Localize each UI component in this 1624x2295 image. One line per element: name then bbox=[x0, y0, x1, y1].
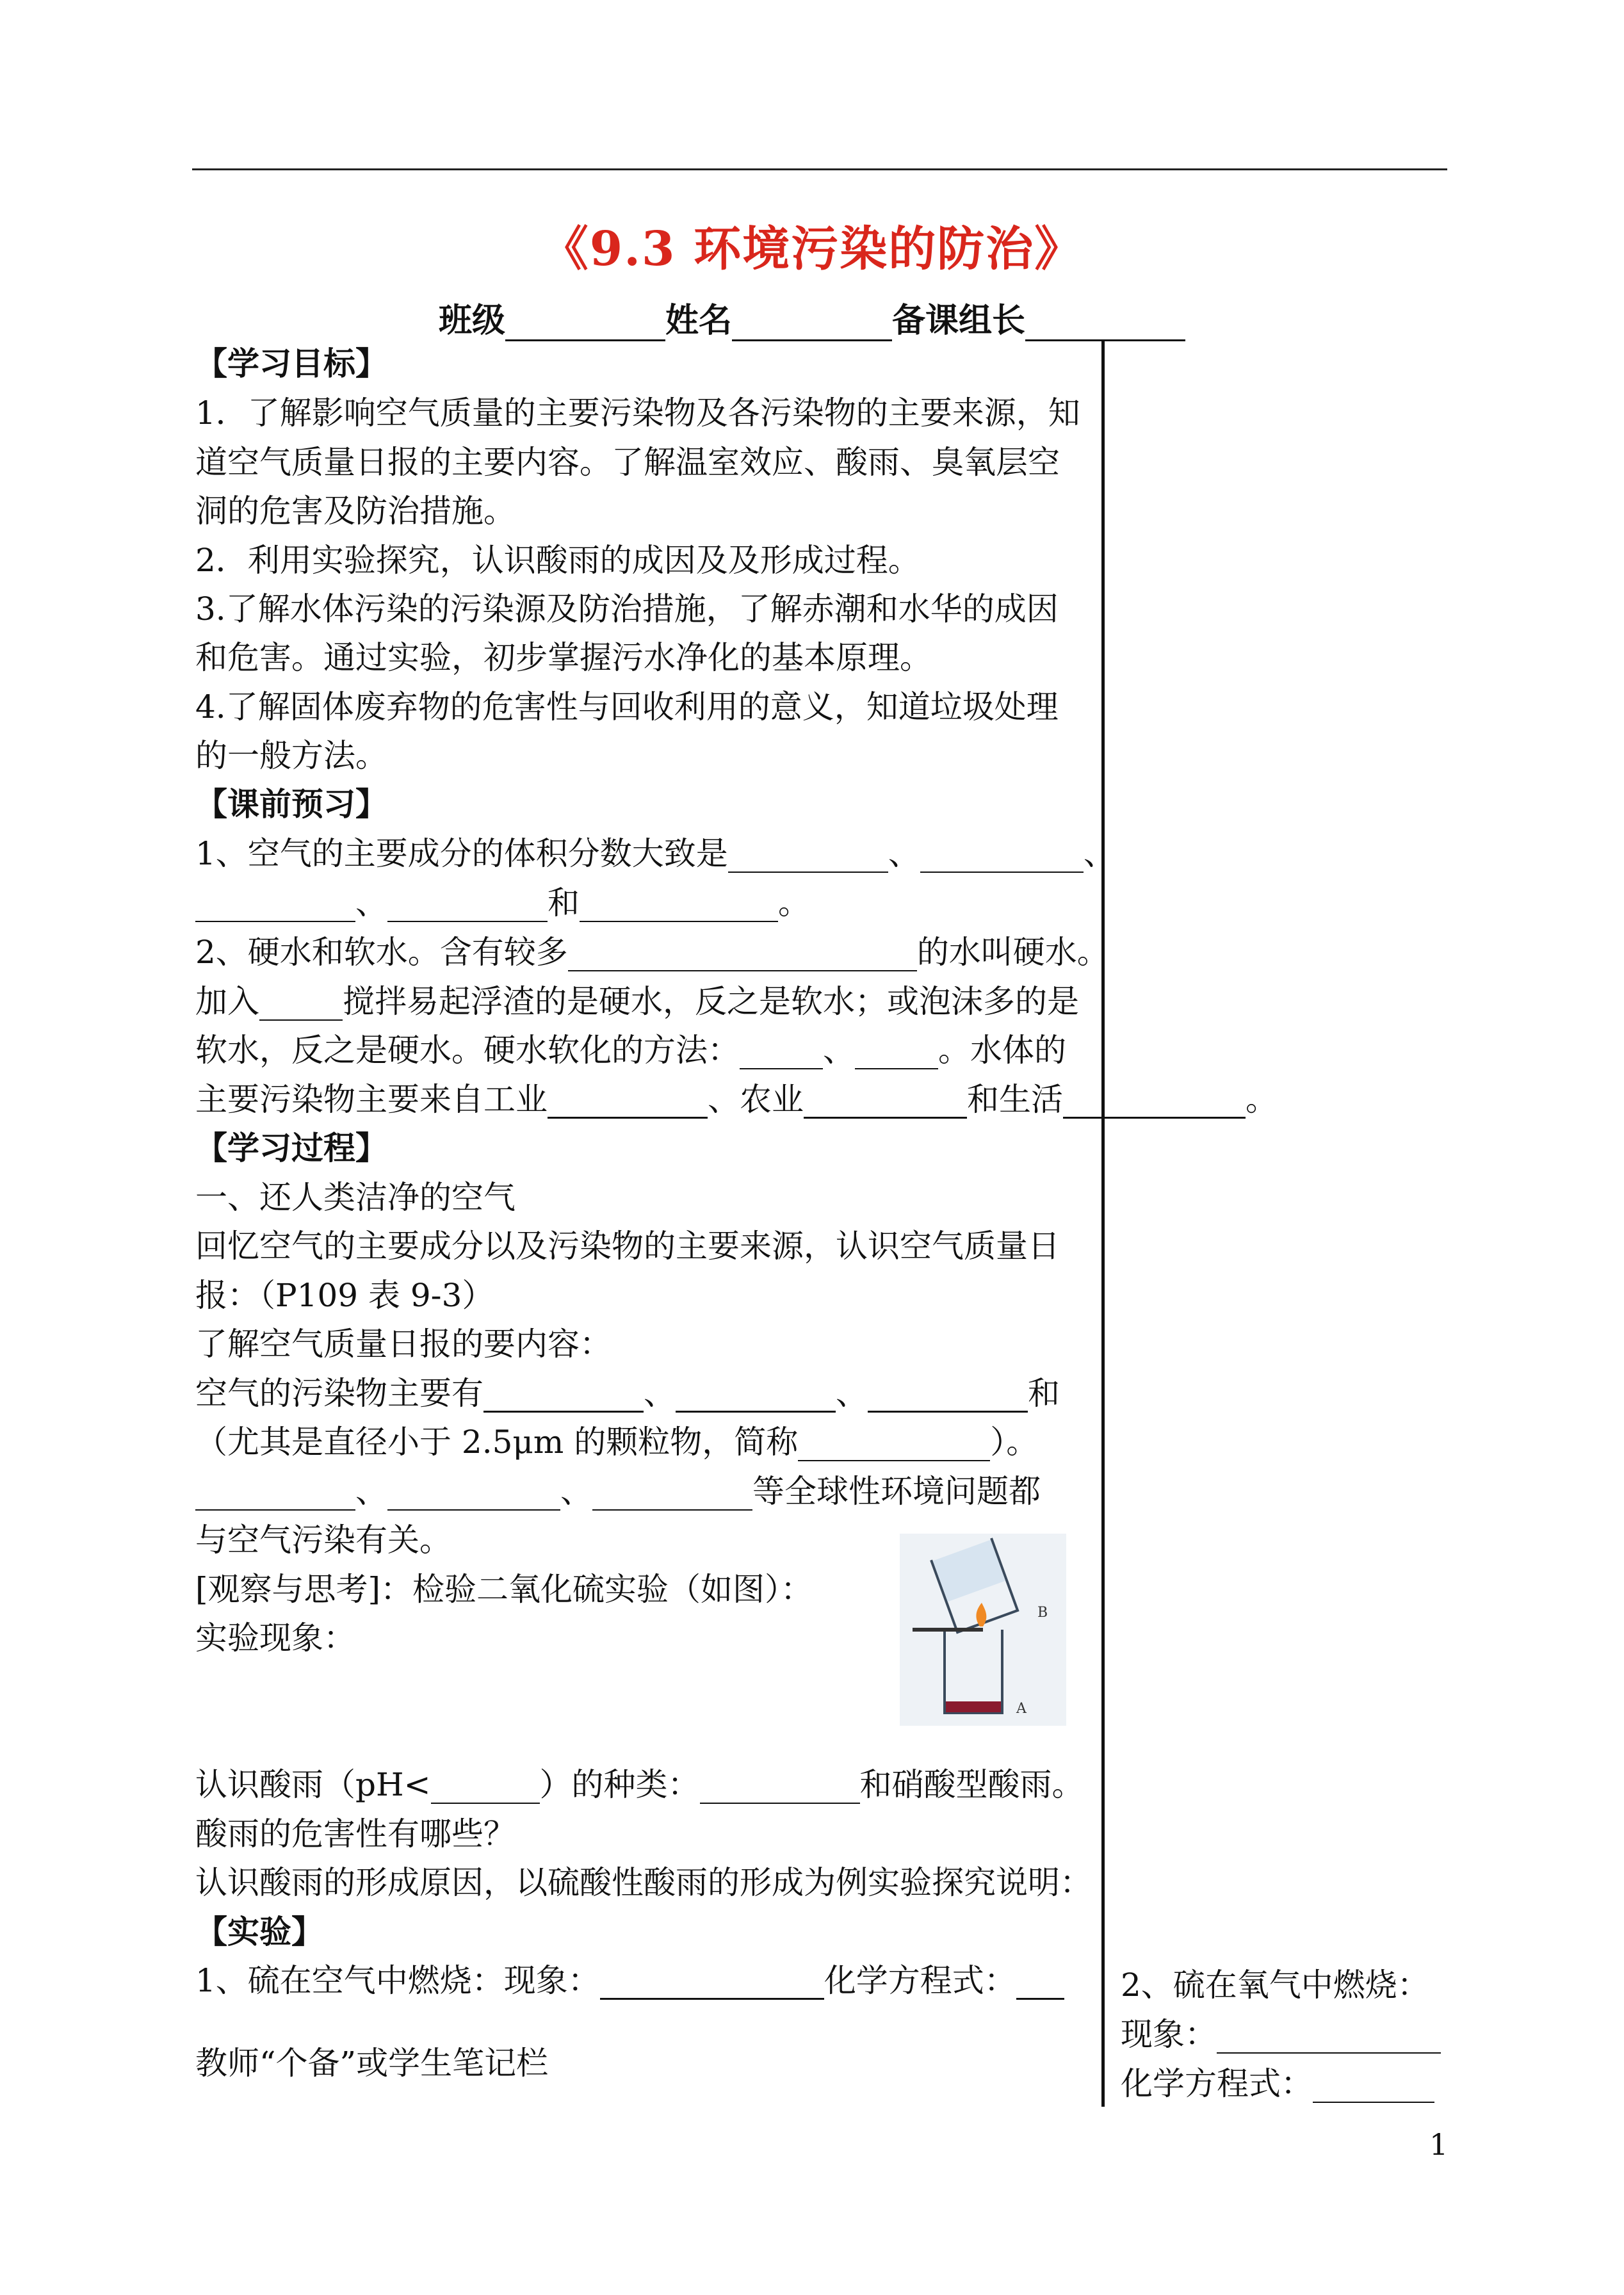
so2-experiment-figure bbox=[900, 1534, 1066, 1726]
process-heading: 【学习过程】 bbox=[195, 1129, 387, 1167]
notes-column-divider bbox=[1101, 339, 1105, 2107]
experiment-2: 2、硫在氧气中燃烧： bbox=[1121, 1967, 1429, 2004]
answer-blank[interactable] bbox=[600, 1968, 824, 2000]
experiment-2-equation: 化学方程式： bbox=[1121, 2064, 1434, 2103]
process-line: 了解空气质量日报的要内容： bbox=[195, 1326, 612, 1363]
name-label: 姓名 bbox=[665, 301, 732, 340]
figure-label-a: A bbox=[1016, 1701, 1027, 1717]
answer-blank[interactable] bbox=[580, 891, 778, 922]
goal-line: 3.了解水体污染的污染源及防治措施，了解赤潮和水华的成因 bbox=[195, 590, 1059, 628]
process-line: 空气的污染物主要有 、 、 和 bbox=[195, 1375, 1060, 1412]
answer-blank[interactable] bbox=[676, 1381, 836, 1413]
answer-blank[interactable] bbox=[868, 1381, 1028, 1413]
goal-line: 4.了解固体废弃物的危害性与回收利用的意义，知道垃圾处理 bbox=[195, 688, 1059, 726]
answer-blank[interactable] bbox=[387, 891, 548, 922]
preview-q2: 2、硬水和软水。含有较多 的水叫硬水。 bbox=[195, 934, 1109, 971]
answer-blank[interactable] bbox=[700, 1773, 860, 1804]
answer-blank[interactable] bbox=[1016, 1968, 1064, 2000]
answer-blank[interactable] bbox=[1063, 1087, 1246, 1119]
page-number: 1 bbox=[1429, 2127, 1449, 2162]
notes-label: 教师“个备”或学生笔记栏 bbox=[195, 2045, 549, 2082]
leader-label: 备课组长 bbox=[892, 301, 1026, 340]
experiment-2-phenomenon: 现象： bbox=[1121, 2015, 1441, 2054]
header-fields bbox=[0, 293, 1624, 341]
process-line: 实验现象： bbox=[195, 1619, 355, 1657]
answer-blank[interactable] bbox=[568, 941, 917, 971]
answer-blank[interactable] bbox=[804, 1087, 967, 1119]
header-rule bbox=[192, 168, 1447, 170]
experiment-1: 1、硫在空气中燃烧：现象： 化学方程式： bbox=[195, 1961, 1064, 2000]
process-line: 回忆空气的主要成分以及污染物的主要来源，认识空气质量日 bbox=[195, 1228, 1060, 1265]
class-blank[interactable] bbox=[505, 309, 665, 341]
goal-line: 1．了解影响空气质量的主要污染物及各污染物的主要来源，知 bbox=[195, 394, 1080, 432]
answer-blank[interactable] bbox=[592, 1480, 752, 1511]
answer-blank[interactable] bbox=[387, 1480, 560, 1511]
process-line: 报：（P109 表 9-3） bbox=[195, 1277, 494, 1314]
preview-q2-line3: 软水，反之是硬水。硬水软化的方法： 、 。水体的 bbox=[195, 1032, 1066, 1069]
process-line: 酸雨的危害性有哪些？ bbox=[195, 1815, 516, 1853]
goal-line: 道空气质量日报的主要内容。了解温室效应、酸雨、臭氧层空 bbox=[195, 444, 1060, 481]
answer-blank[interactable] bbox=[855, 1039, 938, 1069]
preview-q1-cont: 、 和 。 bbox=[195, 884, 810, 922]
answer-blank[interactable] bbox=[431, 1773, 540, 1804]
process-line: 、 、 等全球性环境问题都 bbox=[195, 1472, 1041, 1511]
class-label: 班级 bbox=[438, 301, 505, 340]
name-blank[interactable] bbox=[732, 309, 892, 341]
process-line: [观察与思考]：检验二氧化硫实验（如图）： bbox=[195, 1571, 813, 1608]
answer-blank[interactable] bbox=[728, 842, 888, 873]
experiment-heading: 【实验】 bbox=[195, 1913, 323, 1950]
answer-blank[interactable] bbox=[1313, 2072, 1434, 2103]
figure-label-b: B bbox=[1037, 1605, 1048, 1621]
process-line: 一、还人类洁净的空气 bbox=[195, 1179, 516, 1216]
goal-line: 和危害。通过实验，初步掌握污水净化的基本原理。 bbox=[195, 639, 932, 676]
answer-blank[interactable] bbox=[195, 891, 355, 922]
answer-blank[interactable] bbox=[798, 1431, 990, 1461]
goal-line: 洞的危害及防治措施。 bbox=[195, 492, 516, 530]
preview-q2-line4: 主要污染物主要来自工业 、农业 和生活 。 bbox=[195, 1081, 1278, 1118]
answer-blank[interactable] bbox=[259, 990, 343, 1021]
preview-heading: 【课前预习】 bbox=[195, 785, 387, 823]
answer-blank[interactable] bbox=[195, 1480, 355, 1511]
answer-blank[interactable] bbox=[740, 1039, 823, 1069]
leader-blank[interactable] bbox=[1025, 309, 1185, 341]
process-line: 认识酸雨的形成原因，以硫酸性酸雨的形成为例实验探究说明： bbox=[195, 1864, 1092, 1901]
goals-heading: 【学习目标】 bbox=[195, 345, 387, 382]
process-line: 与空气污染有关。 bbox=[195, 1521, 451, 1559]
process-line: （尤其是直径小于 2.5μm 的颗粒物，简称 ）。 bbox=[195, 1423, 1039, 1461]
goal-line: 的一般方法。 bbox=[195, 737, 387, 774]
process-line: 认识酸雨（pH< ）的种类： 和硝酸型酸雨。 bbox=[195, 1766, 1084, 1803]
answer-blank[interactable] bbox=[1217, 2023, 1441, 2054]
preview-q2-line2: 加入 搅拌易起浮渣的是硬水，反之是软水；或泡沫多的是 bbox=[195, 983, 1079, 1020]
answer-blank[interactable] bbox=[548, 1087, 708, 1119]
goal-line: 2．利用实验探究，认识酸雨的成因及及形成过程。 bbox=[195, 542, 920, 579]
answer-blank[interactable] bbox=[483, 1381, 644, 1413]
answer-blank[interactable] bbox=[920, 842, 1084, 873]
preview-q1: 1、空气的主要成分的体积分数大致是 、 、 bbox=[195, 835, 1116, 872]
page-title: 《9.3 环境污染的防治》 bbox=[540, 222, 1084, 277]
